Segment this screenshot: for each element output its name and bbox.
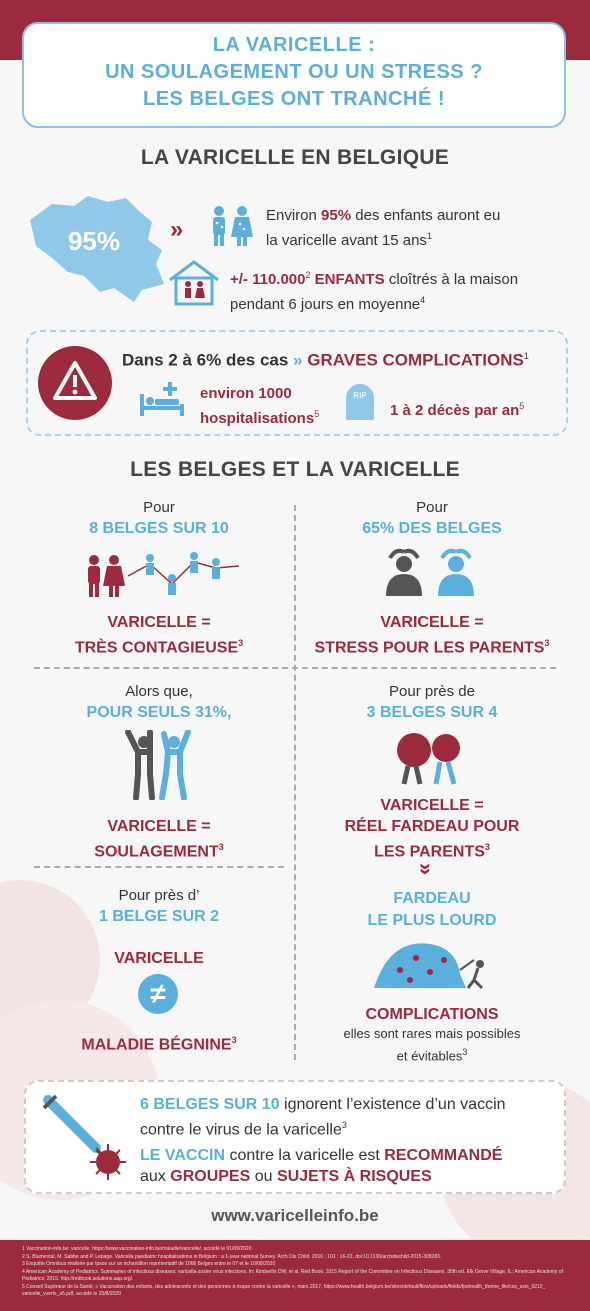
complications-burden-icon	[370, 930, 494, 992]
house-icon	[166, 258, 222, 306]
title-line: LES BELGES ONT TRANCHÉ !	[142, 88, 445, 110]
chevron-right-icon: »	[170, 216, 184, 243]
double-chevron-down-icon: »	[414, 862, 440, 876]
hospital-bed-icon	[138, 380, 188, 420]
complications-line: Dans 2 à 6% des cas » GRAVES COMPLICATIONS$^1$	[122, 350, 529, 370]
cell-stress: Pour 65% DES BELGES	[362, 499, 502, 537]
belgium-map-icon	[22, 192, 172, 304]
double-chevron-icon: »	[293, 350, 303, 370]
cell-relief: Alors que, POUR SEULS 31%,	[86, 683, 232, 721]
tombstone-icon: RIP	[346, 384, 374, 420]
benign-label: VARICELLE	[114, 950, 204, 967]
vaccine-recommended: LE VACCIN contre la varicelle est RECOMMANDÉ aux GROUPES ou SUJETS À RISQUES	[140, 1147, 503, 1185]
warning-icon	[38, 346, 112, 420]
cell-burden-result: VARICELLE = RÉEL FARDEAU POUR LES PARENTS$^3$	[344, 797, 520, 861]
carrying-burden-icon	[394, 730, 468, 786]
cell-relief-result: VARICELLE = $SOULAGEMENT^3$	[94, 818, 224, 861]
cell-contagious-result: VARICELLE = TRÈS CONTAGIEUSE$^3$	[74, 614, 244, 657]
deaths: 1 à 2 décès par $an^5$	[390, 401, 525, 419]
title-line: UN SOULAGEMENT OU UN STRESS ?	[105, 61, 483, 83]
title-line: LA VARICELLE :	[212, 34, 376, 56]
section-heading: LES BELGES ET LA VARICELLE	[130, 458, 460, 481]
map-percent: 95%	[67, 226, 121, 256]
contagion-icon	[84, 548, 244, 600]
footnote-text: 1 Vaccination-info.be: varicelle. https://www.vaccination-info.be/maladie/varicelle/, accédé le 01/09/2020 2 S. Blumental, M. Sabbe and P. Lepage. Varicella paediatric hospitalisations in Belgium : a 1-year national Survey. Arch Dis Child. 2016 ; 101 : 16-22. doi:10.1136/archdischild-2015-308283. 3 Enquête Omnibus réalisée par Ipsos sur un échantillon représentatif de 1066 Belges entre le 07 et le 10/08/2020 4 American Academy of Pediatrics. Summaries of infectious diseases: varicella-zoster virus infections. In: Kimberlin DW, et al. Red Book: 2015 Report of the Committee on Infectious Diseases. 30th ed. Elk Grove Village, IL: American Academy of Pediatrics; 2015. http://redbook.solutions.aap.org/. 5 Conseil Supérieur de la Santé, « Vaccination des enfants, des adolescents et des personnes à risque contre la varicelle », mars 2017, https://www.health.belgium.be/sites/default/files/uploads/fields/fpshealth_theme_file/css_avis_9212_ varicelle_vverlo_a5.pdf, accédé le 25/8/2020	[22, 1246, 563, 1297]
syringe-virus-icon	[42, 1094, 130, 1184]
stat-110000: +/- 110.000$^2$ ENFANTS cloîtrés à la maison pendant 6 jours en moyenne$^4$	[230, 270, 519, 313]
vaccine-awareness: 6 BELGES SUR 10 ignorent l’existence d’un vaccin contre le virus de la varicelle$^3$	[140, 1096, 506, 1139]
cell-benign: Pour près d’ 1 BELGE SUR 2	[98, 887, 220, 925]
divider	[34, 866, 284, 868]
benign-result: MALADIE BÉGNINE$^3$	[81, 1035, 237, 1054]
children-icon	[206, 205, 256, 247]
heaviest-burden: FARDEAU LE PLUS LOURD	[367, 890, 497, 929]
title-box	[22, 22, 566, 128]
stat-95: Environ 95% des enfants auront eu la varicelle avant 15 ans$^1$	[266, 207, 501, 249]
complications-note: COMPLICATIONS elles sont rares mais possibles et évitables$^3$	[343, 1006, 521, 1064]
stressed-parents-icon	[376, 548, 488, 598]
website-link[interactable]: www.varicelleinfo.be	[211, 1206, 379, 1225]
divider	[294, 505, 296, 1060]
not-equal-icon: ≠	[138, 974, 178, 1014]
cell-burden: Pour près de 3 BELGES SUR 4	[366, 683, 498, 721]
footnotes	[0, 1240, 590, 1311]
divider	[34, 667, 556, 669]
cell-stress-result: VARICELLE = STRESS POUR LES PARENTS$^3$	[314, 614, 550, 657]
hospitalisations: environ 1000 hospitalisations$^5$	[200, 385, 320, 427]
section-heading: LA VARICELLE EN BELGIQUE	[140, 146, 450, 169]
cell-contagious: Pour 8 BELGES SUR 10	[89, 499, 229, 537]
cheering-people-icon	[124, 730, 194, 800]
